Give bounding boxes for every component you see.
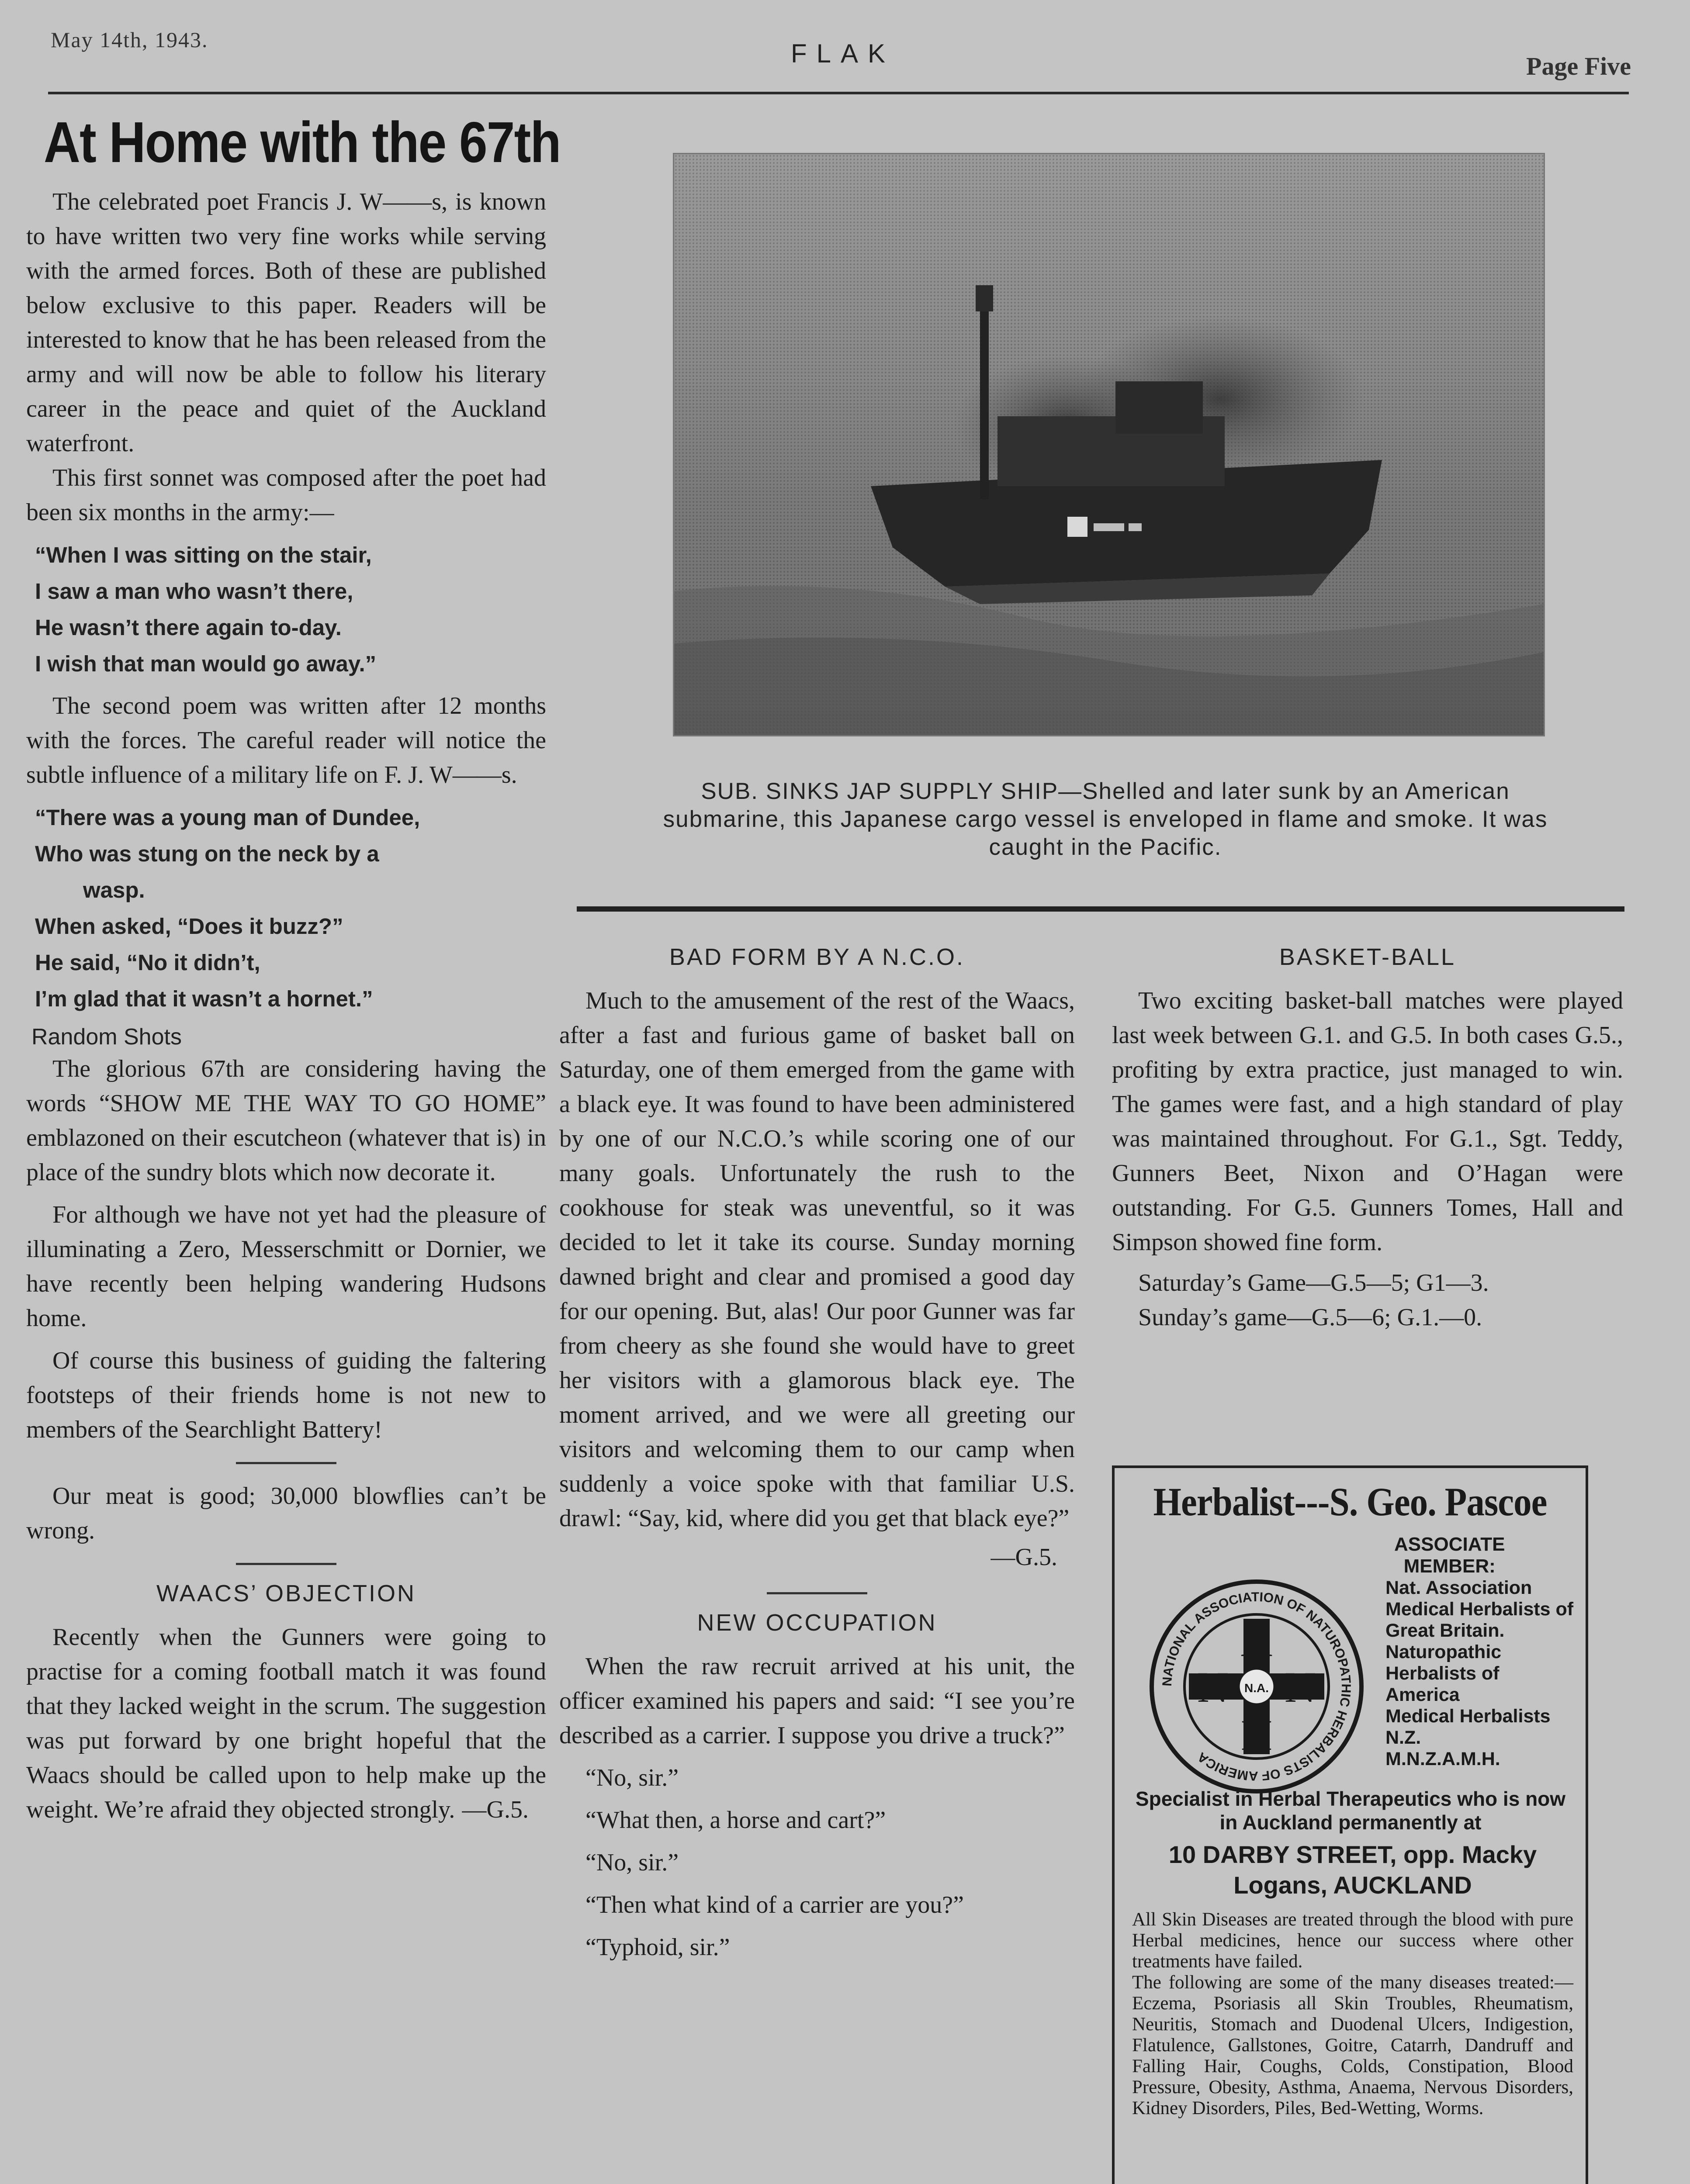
dialogue-line: “No, sir.” [585,1764,679,1791]
ship-image [674,154,1544,735]
membership-list [1385,1577,1578,1770]
random-paragraph: For although we have not yet had the pleasure of illuminating a Zero, Messerschmitt or Dornier, we have recently been helping wandering Hudsons home. [26,1201,546,1332]
verse-line: I wish that man would go away.” [35,651,377,676]
verse-line: wasp. [83,878,145,902]
verse-line: I saw a man who wasn’t there, [35,579,353,604]
issue-date: May 14th, 1943. [51,28,208,52]
nco-heading: BAD FORM BY A N.C.O. [669,944,965,970]
membership-item: Naturopathic Herbalists of America [1385,1641,1502,1705]
ship-photo [673,153,1545,736]
ad-body [1132,1909,1573,2119]
photo-caption: SUB. SINKS JAP SUPPLY SHIP—Shelled and later sunk by an American submarine, this Japanese cargo vessel is enveloped in flame and smoke. It was caught in the Pacific. [663,778,1548,860]
dialogue-line: “What then, a horse and cart?” [585,1807,886,1834]
dialogue-line: “Then what kind of a carrier are you?” [585,1891,964,1918]
specialist-line: Specialist in Herbal Therapeutics who is now in Auckland permanently at [1135,1787,1566,1834]
page-number: Page Five [1526,52,1631,80]
membership-item: Nat. Association Medical Herbalists of Great Britain. [1385,1577,1574,1641]
left-column [26,109,561,1827]
sonnet-intro: This first sonnet was composed after the poet had been six months in the army:— [26,464,546,526]
signature: —G.5. [462,1796,529,1823]
section-divider [236,1563,336,1565]
associate-label [1394,1534,1505,1577]
score-line: Sunday’s game—G.5—6; G.1.—0. [1138,1304,1482,1331]
sonnet [35,537,546,682]
random-paragraph: The glorious 67th are considering having the words “SHOW ME THE WAY TO GO HOME” emblazoned on their escutcheon (whatever that is) in place of the sundry blots which now decorate it. [26,1055,546,1186]
membership-item: M.N.Z.A.M.H. [1385,1749,1500,1769]
verse-line: “There was a young man of Dundee, [35,805,420,830]
publication-title: FLAK [791,39,895,68]
seal-letter: A [1240,1617,1273,1666]
header-rule [48,92,1629,94]
basketball-heading: BASKET-BALL [1279,944,1456,970]
verse-line: Who was stung on the neck by a [35,841,379,866]
seal-letter: N [1284,1663,1316,1711]
middle-column [559,930,1075,1965]
dialogue-line: “Typhoid, sir.” [585,1934,730,1961]
ad-title: Herbalist---S. Geo. Pascoe [1153,1479,1547,1524]
score-line: Saturday’s Game—G.5—5; G1—3. [1138,1269,1489,1296]
occupation-heading: NEW OCCUPATION [697,1610,937,1636]
seal-ring-text: NATIONAL ASSOCIATION OF NATUROPATHIC HERBALISTS OF AMERICA [1160,1590,1354,1783]
associate-label-line: MEMBER: [1403,1555,1496,1577]
section-divider [767,1592,867,1594]
seal-letter: N [1197,1663,1229,1711]
dialogue-line: “No, sir.” [585,1849,679,1876]
ad-body-paragraph: The following are some of the many diseases treated:— Eczema, Psoriasis all Skin Troubles, Rheumatism, Neuritis, Stomach and Duodenal Ulcers, Indigestion, Flatulence, Gallstones, Goitre, Catarrh, Dandruff and Falling Hair, Coughs, Colds, Constipation, Blood Pressure, Obesity, Asthma, Anaema, Nervous Disorders, Kidney Disorders, Piles, Bed-Wetting, Worms. [1132,1972,1573,2118]
waacs-paragraph: Recently when the Gunners were going to practise for a coming football match it was found that they lacked weight in the scrum. The suggestion was put forward by one bright hopeful that the Waacs should be called upon to help make up the weight. We’re afraid they objected strongly. [26,1624,546,1823]
verse-line: He wasn’t there again to-day. [35,615,342,640]
verse-line: He said, “No it didn’t, [35,950,260,975]
article-title: At Home with the 67th [44,110,561,174]
waacs-heading: WAACS’ OBJECTION [156,1580,416,1607]
membership-item: Medical Herbalists N.Z. [1385,1706,1551,1748]
verse-line: When asked, “Does it buzz?” [35,914,343,939]
herbalist-advertisement [1112,1465,1588,2184]
occupation-paragraph: When the raw recruit arrived at his unit, the officer examined his papers and said: “I see you’re described as a carrier. I suppose you drive a truck?” [559,1653,1075,1749]
associate-label-line: ASSOCIATE [1394,1534,1505,1555]
association-seal-icon [1145,1575,1368,1798]
seal-letter: H [1240,1711,1273,1759]
intro-paragraph: The celebrated poet Francis J. W——s, is known to have written two very fine works while serving with the armed forces. Both of these are published below exclusive to this paper. Readers will be interested to know that he has been released from the army and will now be able to follow his literary career in the peace and quiet of the Auckland waterfront. [26,188,546,457]
limerick [35,799,546,1017]
meat-joke: Our meat is good; 30,000 blowflies can’t be wrong. [26,1482,546,1544]
address: 10 DARBY STREET, opp. Macky Logans, AUCKLAND [1168,1841,1537,1899]
ad-body-paragraph: All Skin Diseases are treated through the blood with pure Herbal medicines, hence our success where other treatments have failed. [1132,1909,1573,1972]
second-poem-intro: The second poem was written after 12 months with the forces. The careful reader will notice the subtle influence of a military life on F. J. W——s. [26,692,546,788]
verse-line: I’m glad that it wasn’t a hornet.” [35,986,373,1011]
random-paragraph: Of course this business of guiding the faltering footsteps of their friends home is not new to members of the Searchlight Battery! [26,1347,546,1443]
nco-paragraph: Much to the amusement of the rest of the Waacs, after a fast and furious game of basket ball on Saturday, one of them emerged from the game with a black eye. It was found to have been administered by one of our N.C.O.’s while scoring one of our many goals. Unfortunately the rush to the cookhouse for steak was uneventful, so it was decided to let it take its course. Sunday morning dawned bright and clear and promised a good day for our opening. But, alas! Our poor Gunner was far from cheery as she found she would have to greet her visitors with a glamorous black eye. The moment arrived, and we were all greeting our visitors and welcoming them to our camp when suddenly a voice spoke with that familiar U.S. drawl: “Say, kid, where did you get that black eye?” [559,987,1075,1532]
basketball-paragraph: Two exciting basket-ball matches were played last week between G.1. and G.5. In both cases G.5., profiting by extra practice, just managed to win. The games were fast, and a high standard of play was maintained throughout. For G.1., Sgt. Teddy, Gunners Beet, Nixon and O’Hagan were outstanding. For G.5. Gunners Tomes, Hall and Simpson showed fine form. [1112,987,1623,1256]
section-divider [236,1462,336,1464]
right-column [1112,930,1623,1335]
random-shots-heading: Random Shots [31,1024,182,1050]
heavy-rule [577,906,1624,912]
seal-center-text: N.A. [1244,1681,1269,1695]
signature: —G.5. [990,1544,1057,1571]
verse-line: “When I was sitting on the stair, [35,543,372,567]
